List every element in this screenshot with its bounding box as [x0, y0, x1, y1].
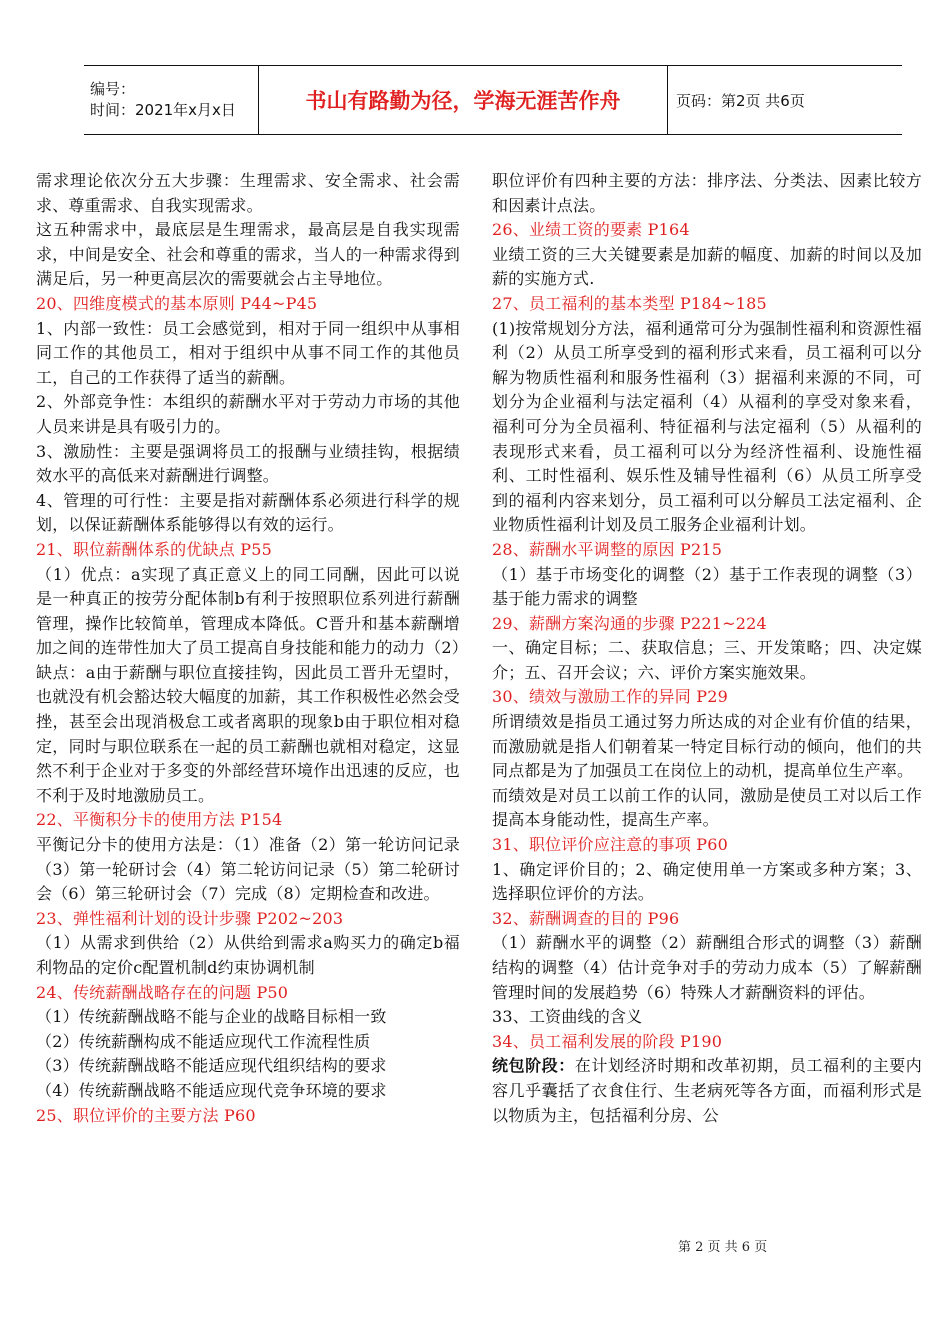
paragraph: 3、激励性：主要是强调将员工的报酬与业绩挂钩，根据绩效水平的高低来对薪酬进行调整。	[36, 441, 460, 486]
paragraph: （1）薪酬水平的调整（2）薪酬组合形式的调整（3）薪酬结构的调整（4）估计竞争对手的劳动力成本（5）了解薪酬管理时间的发展趋势（6）特殊人才薪酬资料的评估。	[492, 933, 922, 1002]
paragraph: 需求理论依次分五大步骤：生理需求、安全需求、社会需求、尊重需求、自我实现需求。	[36, 171, 460, 215]
paragraph: 4、管理的可行性：主要是指对薪酬体系必须进行科学的规划，以保证薪酬体系能够得以有效的运行。	[36, 490, 460, 535]
paragraph: （1）基于市场变化的调整（2）基于工作表现的调整（3）基于能力需求的调整	[492, 564, 922, 609]
paragraph: 职位评价有四种主要的方法：排序法、分类法、因素比较方和因素计点法。	[492, 171, 922, 215]
paragraph: （3）传统薪酬战略不能适应现代组织结构的要求	[36, 1056, 387, 1076]
paragraph: （1）传统薪酬战略不能与企业的战略目标相一致	[36, 1007, 387, 1027]
paragraph: 平衡记分卡的使用方法是：（1）准备（2）第一轮访问记录（3）第一轮研讨会（4）第二轮访问记录（5）第二轮研讨会（6）第三轮研讨会（7）完成（8）定期检查和改进。	[36, 835, 460, 904]
left-column	[36, 169, 460, 1128]
page-header	[84, 65, 902, 135]
paragraph: （1）优点：a实现了真正意义上的同工同酬，因此可以说是一种真正的按劳分配体制b有利于按照职位系列进行薪酬管理，操作比较简单，管理成本降低。C晋升和基本薪酬增加之间的连带性加大了员工提高自身技能和能力的动力（2）缺点：a由于薪酬与职位直接挂钩，因此员工晋升无望时，也就没有机会豁达较大幅度的加薪，其工作积极性必然会受挫，甚至会出现消极怠工或者离职的现象b由于职位相对稳定，同时与职位联系在一起的员工薪酬也就相对稳定，这显然不利于企业对于多变的外部经营环境作出迅速的反应，也不利于及时地激励员工。	[36, 564, 460, 805]
paragraph: 1、内部一致性：员工会感觉到，相对于同一组织中从事相同工作的其他员工，相对于组织中从事不同工作的其他员工，自己的工作获得了适当的薪酬。	[36, 318, 460, 387]
paragraph: 33、工资曲线的含义	[492, 1007, 643, 1027]
right-column	[492, 169, 922, 1128]
section-heading: 23、弹性福利计划的设计步骤 P202~203	[36, 908, 344, 928]
paragraph	[492, 1054, 922, 1128]
paragraph: 2、外部竞争性：本组织的薪酬水平对于劳动力市场的其他人员来讲是具有吸引力的。	[36, 392, 460, 436]
section-heading: 26、业绩工资的要素 P164	[492, 220, 690, 240]
section-heading: 32、薪酬调查的目的 P96	[492, 908, 680, 928]
header-meta	[84, 66, 259, 135]
paragraph: （4）传统薪酬战略不能适应现代竞争环境的要求	[36, 1080, 387, 1100]
paragraph: 一、确定目标；二、获取信息；三、开发策略；四、决定媒介；五、召开会议；六、评价方案实施效果。	[492, 638, 922, 682]
paragraph: 而绩效是对员工以前工作的认同，激励是使员工对以后工作提高本身能动性，提高生产率。	[492, 785, 922, 830]
paragraph: 1、确定评价目的；2、确定使用单一方案或多种方案；3、选择职位评价的方法。	[492, 859, 922, 904]
paragraph: （2）传统薪酬构成不能适应现代工作流程性质	[36, 1031, 371, 1051]
section-heading: 30、绩效与激励工作的异同 P29	[492, 687, 728, 707]
page-footer: 第 2 页 共 6 页	[678, 1240, 768, 1255]
section-heading: 34、员工福利发展的阶段 P190	[492, 1031, 723, 1051]
document-number-label: 编号：	[90, 80, 136, 98]
section-heading: 21、职位薪酬体系的优缺点 P55	[36, 539, 272, 559]
section-heading: 25、职位评价的主要方法 P60	[36, 1105, 256, 1125]
bold-lead: 统包阶段：	[492, 1056, 575, 1076]
section-heading: 29、薪酬方案沟通的步骤 P221~224	[492, 613, 767, 633]
paragraph: 所谓绩效是指员工通过努力所达成的对企业有价值的结果，而激励就是指人们朝着某一特定目标行动的倾向，他们的共同点都是为了加强员工在岗位上的动机，提高单位生产率。	[492, 712, 922, 781]
paragraph: （1）从需求到供给（2）从供给到需求a购买力的确定b福利物品的定价c配置机制d约束协调机制	[36, 933, 460, 977]
header-page-info: 页码：第2页 共6页	[668, 66, 903, 135]
paragraph: 业绩工资的三大关键要素是加薪的幅度、加薪的时间以及加薪的实施方式.	[492, 244, 922, 289]
paragraph: 这五种需求中，最底层是生理需求，最高层是自我实现需求，中间是安全、社会和尊重的需求，当人的一种需求得到满足后，另一种更高层次的需要就会占主导地位。	[36, 220, 460, 289]
section-heading: 31、职位评价应注意的事项 P60	[492, 835, 728, 855]
section-heading: 27、员工福利的基本类型 P184~185	[492, 293, 767, 313]
paragraph: (1)按常规划分方法，福利通常可分为强制性福利和资源性福利（2）从员工所享受到的福利形式来看，员工福利可以分解为物质性福利和服务性福利（3）据福利来源的不同，可划分为企业福利与法定福利（4）从福利的享受对象来看，福利可分为全员福利、特征福利与法定福利（5）从福利的表现形式来看，员工福利可以分为经济性福利、设施性福利、工时性福利、娱乐性及辅导性福利（6）从员工所享受到的福利内容来划分，员工福利可以分解员工法定福利、企业物质性福利计划及员工服务企业福利计划。	[492, 318, 922, 535]
document-date: 时间：2021年x月x日	[90, 101, 236, 119]
paragraph-text: 在计划经济时期和改革初期，员工福利的主要内容几乎囊括了衣食住行、生老病死等各方面，而福利形式是以物质为主，包括福利分房、公	[492, 1056, 922, 1125]
section-heading: 22、平衡积分卡的使用方法 P154	[36, 810, 283, 830]
section-heading: 20、四维度模式的基本原则 P44~P45	[36, 293, 318, 313]
header-motto: 书山有路勤为径，学海无涯苦作舟	[259, 66, 668, 135]
section-heading: 24、传统薪酬战略存在的问题 P50	[36, 982, 289, 1002]
section-heading: 28、薪酬水平调整的原因 P215	[492, 539, 723, 559]
